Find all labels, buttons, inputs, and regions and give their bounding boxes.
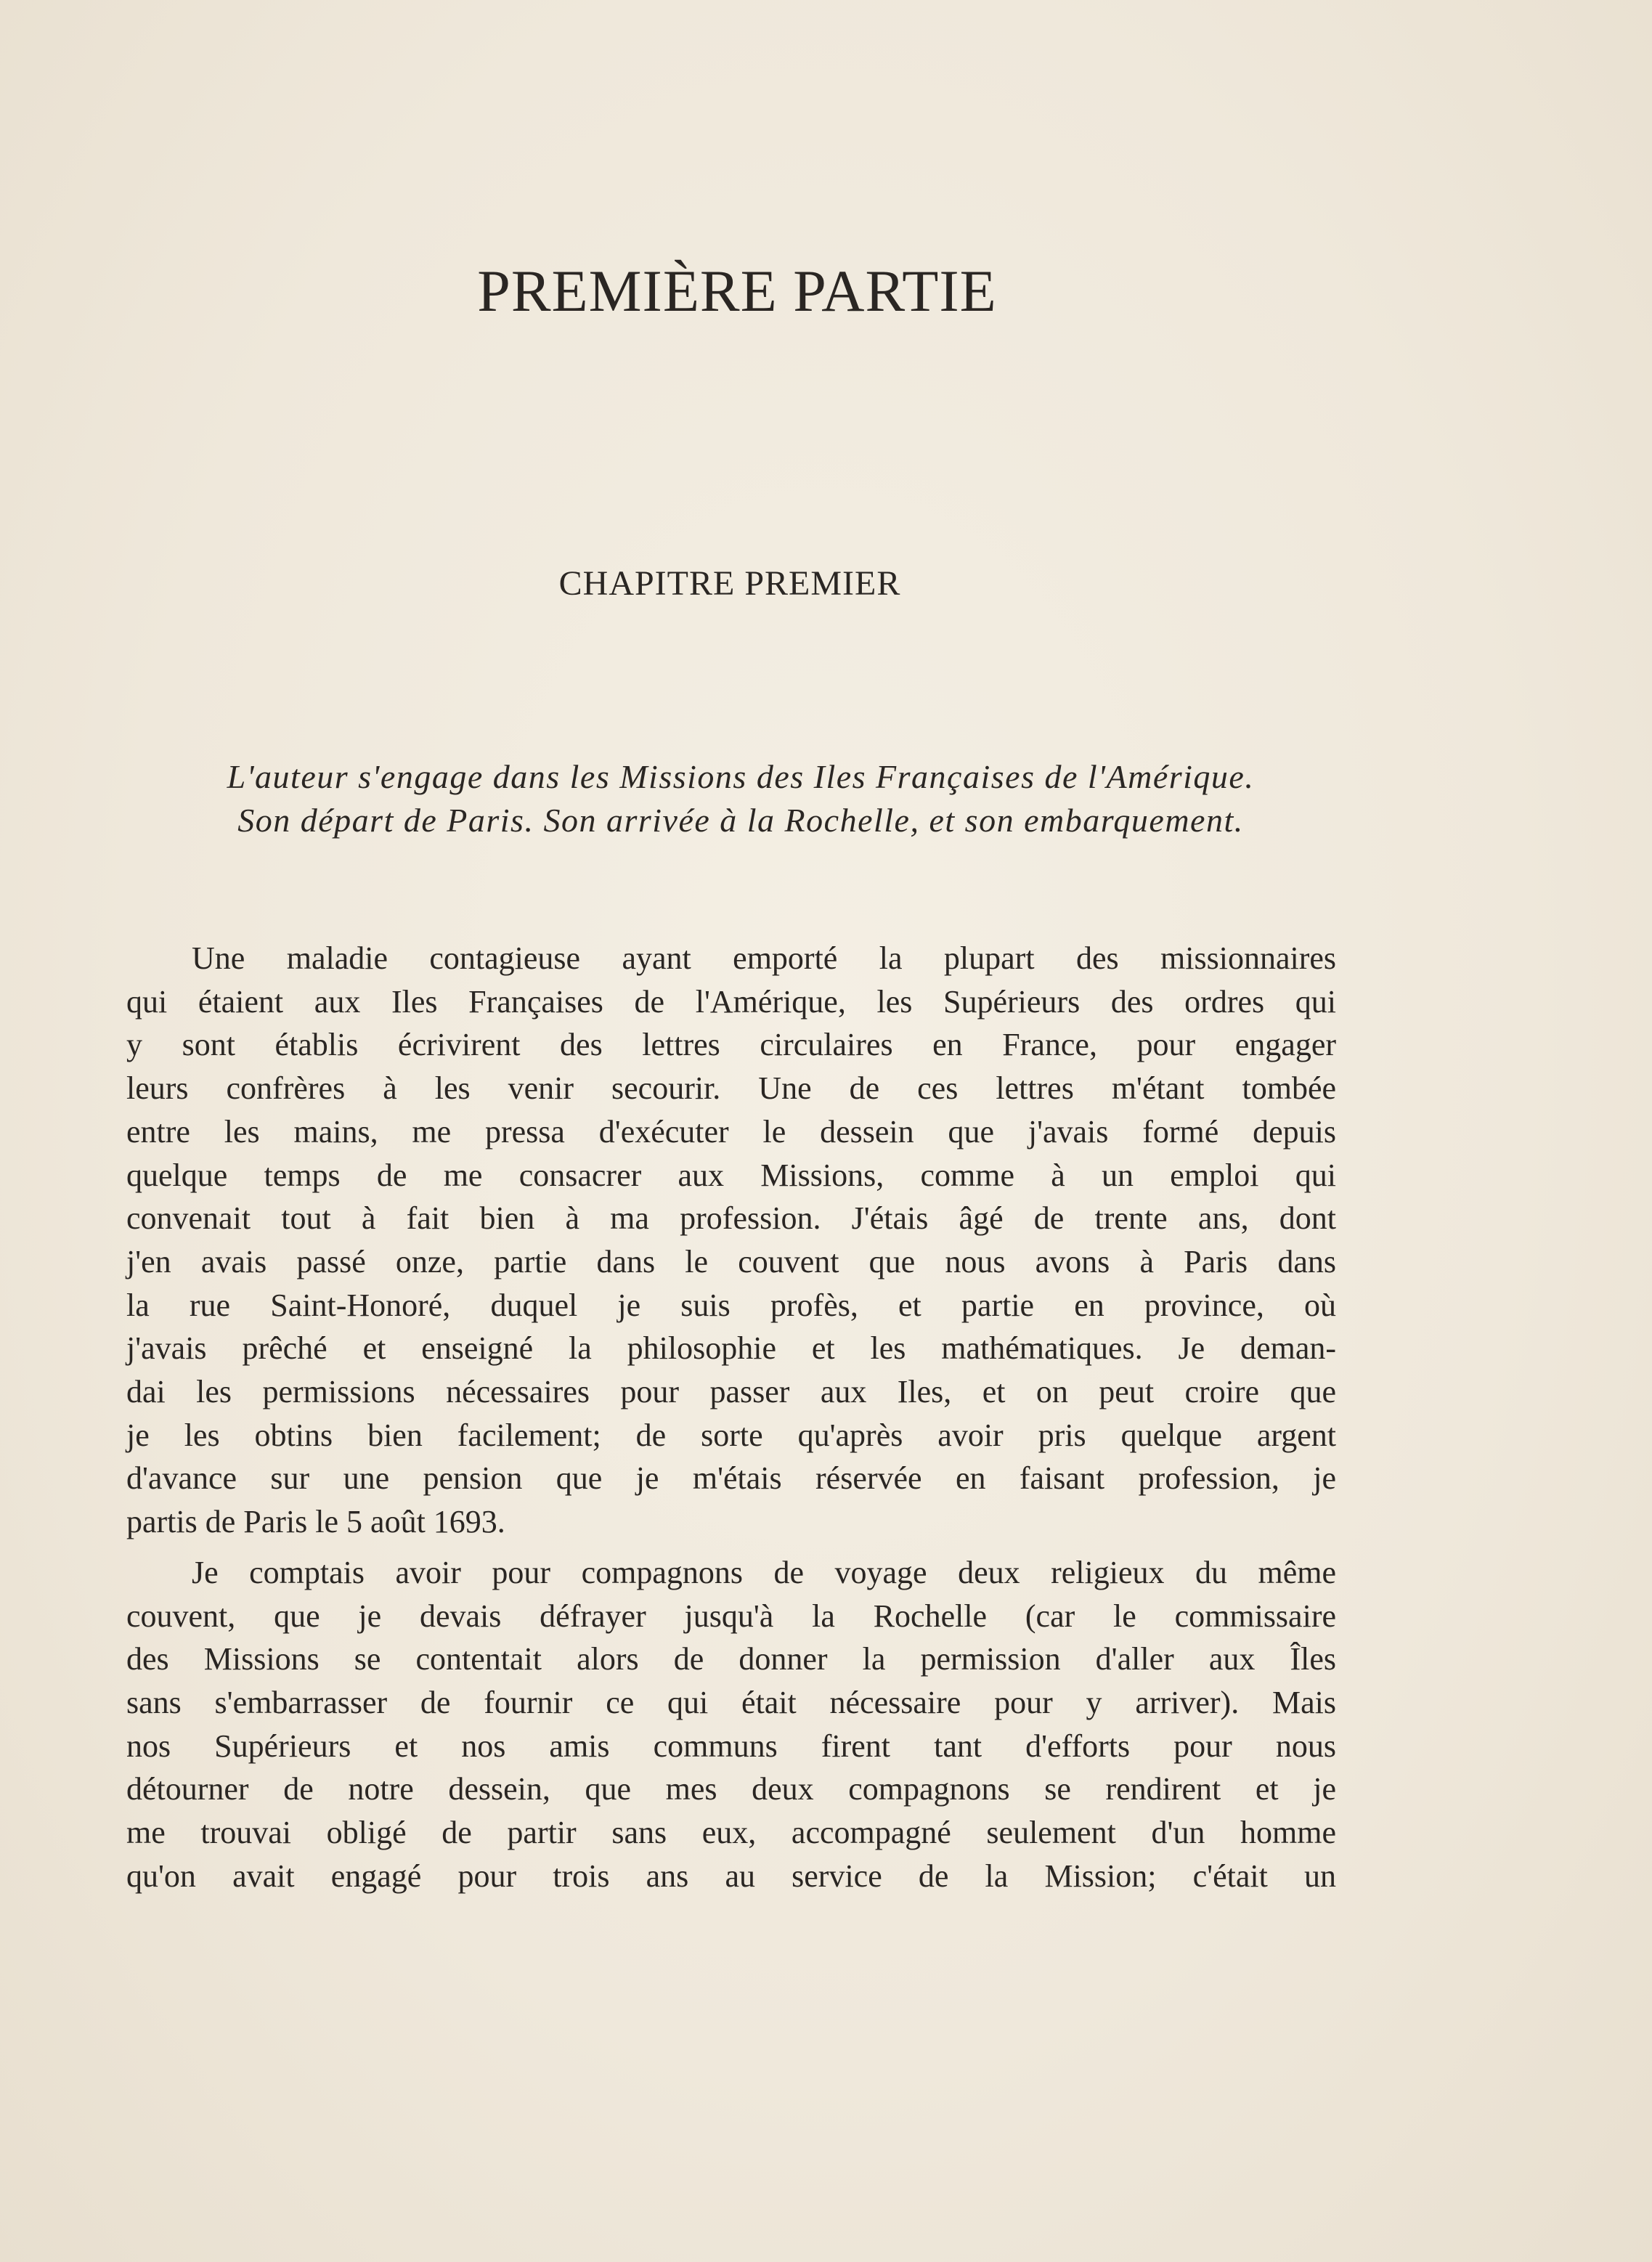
text-line: d'avance sur une pension que je m'étais réservée en faisant profession, je [126,1460,1336,1497]
text-line: sans s'embarrasser de fournir ce qui était nécessaire pour y arriver). Mais [126,1684,1336,1720]
text-line: détourner de notre dessein, que mes deux compagnons se rendirent et je [126,1771,1336,1807]
text-line: couvent, que je devais défrayer jusqu'à la Rochelle (car le commissaire [126,1598,1336,1634]
text-line: Je comptais avoir pour compagnons de voyage deux religieux du même [192,1554,1336,1590]
text-line: des Missions se contentait alors de donner la permission d'aller aux Îles [126,1641,1336,1677]
text-line: Une maladie contagieuse ayant emporté la plupart des missionnaires [192,940,1336,976]
text-line: partis de Paris le 5 août 1693. [126,1504,505,1540]
text-line: qui étaient aux Iles Françaises de l'Amérique, les Supérieurs des ordres qui [126,983,1336,1020]
chapter-title: CHAPITRE PREMIER [558,564,901,603]
paragraph [126,1551,1336,1898]
text-line: j'en avais passé onze, partie dans le couvent que nous avons à Paris dans [126,1243,1336,1280]
text-line: leurs confrères à les venir secourir. Une de ces lettres m'étant tombée [126,1070,1336,1107]
body-text [126,937,1336,1897]
text-line: dai les permissions nécessaires pour passer aux Iles, et on peut croire que [126,1374,1336,1410]
text-line: me trouvai obligé de partir sans eux, accompagné seulement d'un homme [126,1815,1336,1851]
paragraph [126,937,1336,1544]
text-line: y sont établis écrivirent des lettres circulaires en France, pour engager [126,1027,1336,1063]
text-line: je les obtins bien facilement; de sorte qu'après avoir pris quelque argent [126,1417,1336,1453]
text-line: j'avais prêché et enseigné la philosophie et les mathématiques. Je deman- [126,1330,1336,1367]
text-line: nos Supérieurs et nos amis communs firent tant d'efforts pour nous [126,1728,1336,1764]
text-line: la rue Saint-Honoré, duquel je suis profès, et partie en province, où [126,1287,1336,1323]
text-line: convenait tout à fait bien à ma profession. J'étais âgé de trente ans, dont [126,1200,1336,1237]
text-line: entre les mains, me pressa d'exécuter le dessein que j'avais formé depuis [126,1113,1336,1150]
summary-line: L'auteur s'engage dans les Missions des Iles Françaises de l'Amérique. [227,758,1255,795]
chapter-summary [131,755,1351,842]
summary-line: Son départ de Paris. Son arrivée à la Rochelle, et son embarquement. [237,802,1244,839]
part-title: PREMIÈRE PARTIE [477,258,997,324]
text-line: qu'on avait engagé pour trois ans au service de la Mission; c'était un [126,1858,1336,1894]
text-line: quelque temps de me consacrer aux Missions, comme à un emploi qui [126,1157,1336,1193]
